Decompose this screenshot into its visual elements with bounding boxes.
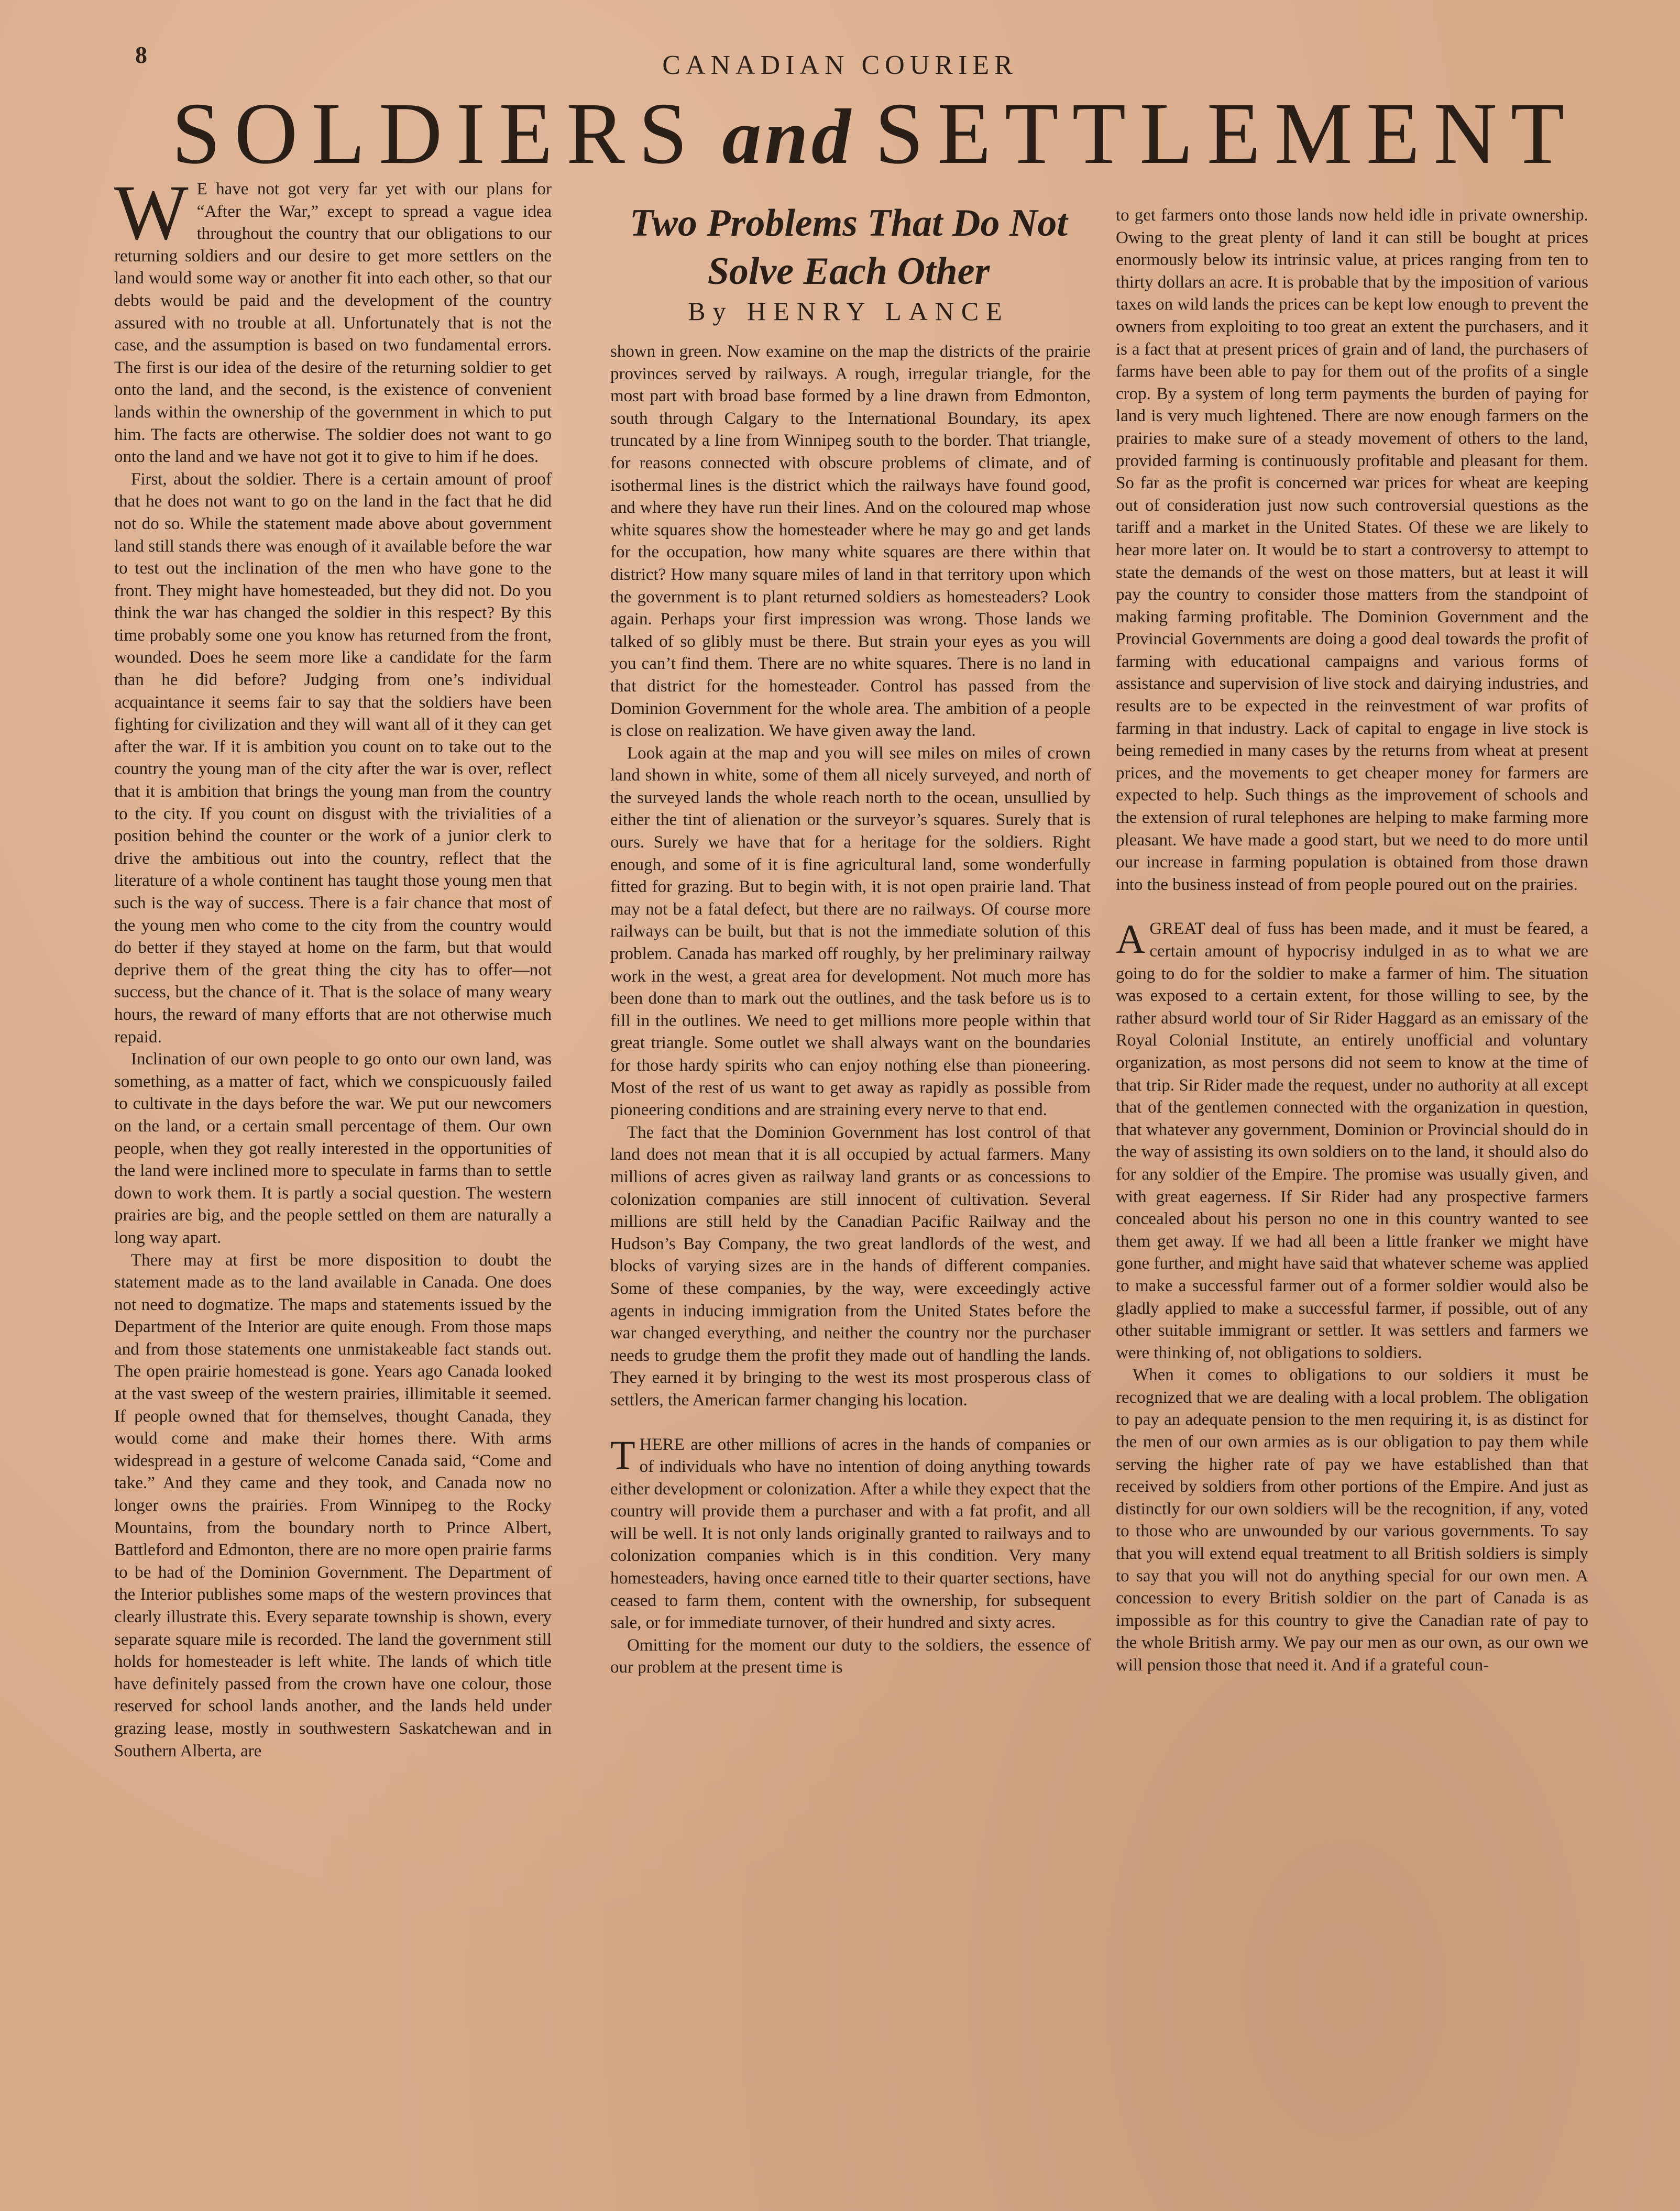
col2-paragraph-4 — [610, 1434, 1091, 1634]
col1-paragraph-2: First, about the soldier. There is a certain amount of proof that he does not want to go on the land in the fact that he did not do so. While the statement made above about government land still stands there was enough of it available before the war to test out the inclination of the men who have gone to the front. They might have homesteaded, but they did not. Do you think the war has changed the soldier in this respect? By this time probably some one you know has returned from the front, wounded. Does he seem more like a candidate for the farm than he did before? Judging from one’s individual acquaintance it seems fair to say that the soldiers have been fighting for civilization and they will want all of it they can get after the war. If it is ambition you count on to take out to the country the young man of the city after the war is over, reflect that it is ambition that brings the young man from the country to the city. If you count on disgust with the trivialities of a position behind the counter or the work of a junior clerk to drive the ambitious out into the country, reflect that the literature of a whole continent has taught those young men that such is the way of success. There is a fair chance that most of the young men who come to the city from the country would do better if they stayed at home on the farm, but that would deprive them of the great thing the city has to offer—not success, but the chance of it. That is the solace of many weary hours, the reward of many efforts that are not otherwise much repaid. — [114, 469, 552, 1047]
col2-paragraph-4-text: HERE are other millions of acres in the hands of companies or of individuals who have no intention of doing anything towards either development or colonization. After a while they expect that the country will provide them a purchaser and with a fat profit, and all will be well. It is not only lands originally granted to railways and to colonization companies which is in this condition. Very many homesteaders, having once earned title to their quarter sections, have ceased to farm them, content with the ownership, for subsequent sale, or for immediate turnover, of their hundred and sixty acres. — [610, 1435, 1091, 1633]
col3-paragraph-2-text: GREAT deal of fuss has been made, and it must be feared, a certain amount of hypocrisy indulged in as to what we are going to do for the soldier to make a farmer of him. The situation was exposed to a certain extent, for those willing to see, by the rather absurd world tour of Sir Rider Haggard as an emissary of the Royal Colonial Institute, an entirely unofficial and voluntary organization, as most persons did not seem to know at the time of that trip. Sir Rider made the request, under no authority at all except that of the gentlemen connected with the organization in question, that whatever any government, Dominion or Provincial should do in the way of assisting its own soldiers on to the land, it should also do for any soldier of the Empire. The promise was usually given, and with great eagerness. If Sir Rider had any prospective farmers concealed about his person no one in this country wanted to see them get away. If we had all been a little franker we might have gone further, and might have said that whatever scheme was applied to make a successful farmer out of a former soldier would also be gladly applied to make a successful farmer, if possible, out of any other suitable immigrant or settler. It was settlers and farmers we were thinking of, not obligations to soldiers. — [1116, 919, 1588, 1362]
article-headline — [115, 81, 1634, 189]
col1-paragraph-3: Inclination of our own people to go onto our own land, was something, as a matter of fact, which we conspicuously failed to cultivate in the days before the war. We put our newcomers on the land, or a certain small percentage of them. Our own people, when they got really interested in the opportunities of the land were inclined more to speculate in farms than to settle down to work them. It is partly a social question. The western prairies are big, and the people settled on them are naturally a long way apart. — [114, 1050, 552, 1247]
col3-paragraph-3: When it comes to obligations to our soldiers it must be recognized that we are dealing with a local problem. The obligation to pay an adequate pension to the men requiring it, is as distinct for the men of our own armies as is our obligation to pay them while serving the higher rate of pay we have established than that received by soldiers from other portions of the Empire. And just as distinctly for our own soldiers will be the recognition, if any, voted to those who are unwounded by our various governments. To say that you will extend equal treatment to all British soldiers is simply to say that you will not do anything special for our own men. A concession to every British soldier on the part of Canada is as impossible as for this country to give the Canadian rate of pay to the whole British army. We pay our men as our own, as our own we will pension those that need it. And if a grateful coun- — [1116, 1366, 1588, 1675]
column-2 — [610, 340, 1091, 1679]
section-initial-a: A — [1116, 916, 1146, 962]
section-break — [1116, 896, 1588, 918]
section-initial-t: T — [610, 1432, 635, 1478]
col1-paragraph-1 — [114, 169, 552, 468]
column-3 — [1116, 204, 1588, 1677]
article-subtitle: Two Problems That Do Not Solve Each Other — [630, 202, 1068, 293]
col2-paragraph-2: Look again at the map and you will see miles on miles of crown land shown in white, some of them all nicely surveyed, and north of the surveyed lands the whole reach north to the ocean, unsullied by either the tint of alienation or the surveyor’s squares. Surely that is ours. Surely we have that for a heritage for the soldiers. Right enough, and some of it is fine agricultural land, some wonderfully fitted for grazing. But to begin with, it is not open prairie land. That may not be a fatal defect, but there are no railways. Of course more railways can be built, but that is not the immediate solution of this problem. Canada has marked off roughly, by her preliminary railway work in the west, a great area for development. Not much more has been done than to mark out the outlines, and the task before us is to fill in the outlines. We need to get millions more people within that great triangle. Some outlet we shall always want on the boundaries for those hardy spirits who can enjoy nothing else than pioneering. Most of the rest of us want to get away as rapidly as possible from pioneering conditions and are straining every nerve to that end. — [610, 743, 1091, 1120]
col2-paragraph-3: The fact that the Dominion Government has lost control of that land does not mean that it is all occupied by actual farmers. Many millions of acres given as railway land grants or as concessions to colonization companies are still innocent of cultivation. Several millions are still held by the Canadian Pacific Railway and the Hudson’s Bay Company, the two great landlords of the west, and blocks of varying sizes are in the hands of different companies. Some of these companies, by the way, were exceedingly active agents in inducing immigration from the United States before the war changed everything, and neither the country nor the purchaser needs to grudge them the profit they made out of handling the lands. They earned it by bringing to the west its most prosperous class of settlers, the American farmer changing his location. — [610, 1123, 1091, 1410]
page-number: 8 — [135, 41, 148, 68]
headline-part-and: and — [722, 93, 854, 180]
col3-paragraph-2 — [1116, 918, 1588, 1364]
col3-paragraph-1: to get farmers onto those lands now held idle in private ownership. Owing to the great plenty of land it can still be bought at prices enormously below its intrinsic value, at prices ranging from ten to thirty dollars an acre. It is probable that by the imposition of various taxes on wild lands the prices can be kept low enough to prevent the owners from exploiting to too great an extent the purchasers, and it is a fact that at present prices of grain and of land, the purchasers of farms have been able to pay for them out of the profits of a single crop. By a system of long term payments the burden of paying for land is very much lightened. There are now enough farmers on the prairies to make sure of a steady movement of others to the land, provided farming is continuously profitable and pleasant for them. So far as the profit is concerned war prices for wheat are keeping out of consideration just now such controversial questions as the tariff and a market in the United States. Of these we are likely to hear more later on. It would be to start a controversy to attempt to state the demands of the west on those matters, but at least it will pay the country to consider those matters from the standpoint of making farming profitable. The Dominion Government and the Provincial Governments are doing a good deal towards the profit of farming with educational campaigns and various forms of assistance and supervision of live stock and dairying industries, and results are to be expected in the reinvestment of war profits of farming in that industry. Lack of capital to engage in live stock is being remedied in many cases by the returns from wheat at present prices, and the movements to get cheaper money for farmers are expected to help. Such things as the improvement of schools and the extension of rural telephones are helping to make farming more pleasant. We have made a good start, but we need to do more until our increase in farming population is obtained from those drawn into the business instead of from people poured out on the prairies. — [1116, 206, 1588, 894]
headline-part-settlement: SETTLEMENT — [874, 85, 1578, 182]
headline-part-soldiers: SOLDIERS — [171, 85, 701, 182]
drop-cap-w: W — [114, 169, 189, 256]
column-1 — [114, 169, 552, 1762]
col1-paragraph-4: There may at first be more disposition to doubt the statement made as to the land available in Canada. One does not need to dogmatize. The maps and statements issued by the Department of the Interior are quite enough. From those maps and from those statements one unmistakeable fact stands out. The open prairie homestead is gone. Years ago Canada looked at the vast sweep of the western prairies, illimitable it seemed. If people owned that for themselves, thought Canada, they would come and make their homes there. With arms widespread in a gesture of welcome Canada said, “Come and take.” And they came and they took, and Canada now no longer owns the prairies. From Winnipeg to the Rocky Mountains, from the boundary north to Prince Albert, Battleford and Edmonton, there are no more open prairie farms to be had of the Dominion Government. The Department of the Interior publishes some maps of the western provinces that clearly illustrate this. Every separate township is shown, every separate square mile is recorded. The land the government still holds for homesteader is left white. The lands of which title have definitely passed from the crown have one colour, those reserved for school lands another, and the lands held under grazing lease, mostly in southwestern Saskatchewan and in Southern Alberta, are — [114, 1250, 552, 1761]
article-byline: By HENRY LANCE — [688, 296, 1009, 326]
col2-paragraph-5: Omitting for the moment our duty to the soldiers, the essence of our problem at the present time is — [610, 1635, 1091, 1677]
section-break — [610, 1412, 1091, 1434]
col2-paragraph-1: shown in green. Now examine on the map the districts of the prairie provinces served by railways. A rough, irregular triangle, for the most part with broad base formed by a line drawn from Edmonton, south through Calgary to the International Boundary, its apex truncated by a line from Winnipeg south to the border. That triangle, for reasons connected with obscure problems of climate, and of isothermal lines is the district which the railways have found good, and where they have run their lines. And on the coloured map whose white squares show the homesteader where he may go and get lands for the occupation, how many white squares are there within that district? How many square miles of land in that territory upon which the government is to plant returned soldiers as homesteaders? Look again. Perhaps your first impression was wrong. Those lands we talked of so glibly must be there. But strain your eyes as you will you can’t find them. There are no white squares. There is no land in that district for the homesteader. Control has passed from the Dominion Government for the whole area. The ambition of a people is close on realization. We have given away the land. — [610, 342, 1091, 741]
col1-paragraph-1-text: E have not got very far yet with our plans for “After the War,” except to spread a vague idea throughout the country that our obligations to our returning soldiers and our desire to get more settlers on the land would some way or another fit into each other, so that our debts would be paid and the development of the country assured with no trouble at all. Unfortunately that is not the case, and the assumption is based on two fundamental errors. The first is our idea of the desire of the returning soldier to get onto the land, and the second, is the existence of convenient lands within the ownership of the government in which to put him. The facts are otherwise. The soldier does not want to go onto the land and we have not got it to give to him if he does. — [114, 180, 552, 467]
running-head: CANADIAN COURIER — [662, 50, 1018, 80]
